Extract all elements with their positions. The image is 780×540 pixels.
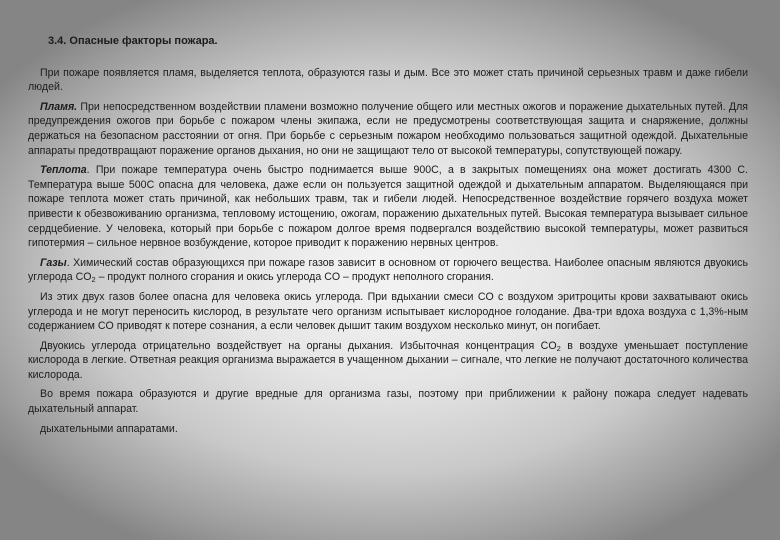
heat-term: Теплота (40, 164, 87, 177)
gases-subscript: 2 (91, 275, 96, 285)
intro-paragraph: При пожаре появляется пламя, выделяется теплота, образуются газы и дым. Все это может стать причиной серьезных травм и даже гибели людей. (28, 66, 748, 94)
document-page (28, 34, 748, 436)
heat-paragraph (28, 163, 748, 251)
gases-term: Газы (40, 256, 67, 269)
heat-text: . При пожаре температура очень быстро поднимается выше 900С, а в закрытых помещениях она может достигать 4300 С. Температура выше 500С опасна для человека, даже если он пользуется защитной одеждой и дыхательным аппаратом. Выделяющаяся при пожаре теплота может стать причиной, как небольших травм, так и гибели людей. Непосредственное воздействие горячего воздуха может привести к обезвоживанию организма, тепловому истощению, ожогам, поражению дыхательных путей. Высокая температура вызывает сильное сердцебиение. У человека, который при борьбе с пожаром долгое время подвергался воздействию высокой температуры, может развиться гипотермия – сильное нервное возбуждение, которое приводит к поражению нервных центров. (28, 164, 748, 250)
carbon-dioxide-paragraph (28, 339, 748, 383)
other-gases-paragraph: Во время пожара образуются и другие вредные для организма газы, поэтому при приближении к району пожара следует надевать дыхательный аппарат. (28, 388, 748, 416)
gases-paragraph (28, 256, 748, 285)
flame-text: При непосредственном воздействии пламени возможно получение общего или местных ожогов и поражение дыхательных путей. Для предупреждения ожогов при борьбе с пожаром члены экипажа, если не предусмотрены соответствующая защита и снаряжение, должны держаться на безопасном расстоянии от огня. При борьбе с серьезным пожаром необходимо пользоваться защитной одеждой. Дыхательные аппараты предотвращают поражение органов дыхания, но они не защищают тело от высокой температуры, сопутствующей пожару. (28, 100, 748, 157)
co2-subscript: 2 (556, 343, 561, 353)
section-heading: 3.4. Опасные факторы пожара. (48, 35, 218, 47)
trailing-fragment: дыхательными аппаратами. (40, 422, 178, 435)
flame-term: Пламя. (40, 100, 78, 113)
flame-paragraph (28, 100, 748, 158)
co2-text-b: в воздухе уменьшает поступление кислорода в легкие. Ответная реакция организма выражается в учащенном дыхании – сигнале, что легкие не получают достаточного количества кислорода. (28, 339, 748, 381)
gases-text-a: . Химический состав образующихся при пожаре газов зависит в основном от горючего вещества. Наиболее опасным являются двуокись углерода CO (28, 256, 748, 284)
gases-text-b: – продукт полного сгорания и окись углерода CO – продукт неполного сгорания. (95, 271, 494, 284)
co2-text-a: Двуокись углерода отрицательно воздействует на органы дыхания. Избыточная концентрация CO (40, 339, 557, 352)
carbon-monoxide-paragraph: Из этих двух газов более опасна для человека окись углерода. При вдыхании смеси CO с воздухом эритроциты крови захватывают окись углерода и не могут переносить кислород, в результате чего организм испытывает кислородное голодание. Два-три вдоха воздуха с 1,3%-ным содержанием CO приводят к потере сознания, а если человек дышит таким воздухом несколько минут, он погибает. (28, 290, 748, 333)
